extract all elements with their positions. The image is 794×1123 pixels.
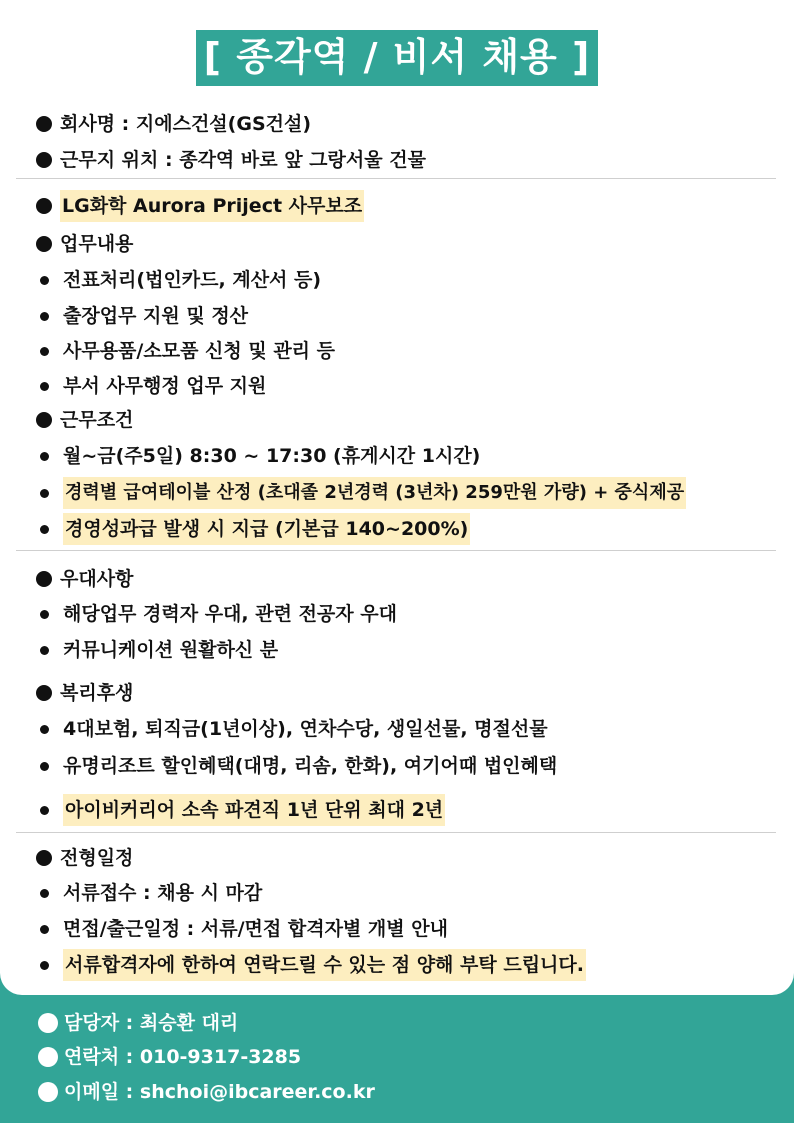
contact-email-text[interactable]: 이메일 : shchoi@ibcareer.co.kr [64,1081,375,1103]
divider [16,178,776,179]
schedule-heading-text: 전형일정 [60,847,134,869]
bullet-icon [40,312,49,321]
location-row [36,144,426,176]
list-item [38,300,248,332]
contact-phone [38,1041,301,1073]
conditions-heading-text: 근무조건 [60,409,134,431]
bullet-icon [36,152,52,168]
list-item-text: 경영성과급 발생 시 지급 (기본급 140~200%) [63,513,470,545]
benefits-heading-text: 복리후생 [60,682,134,704]
conditions-heading [36,404,133,436]
bullet-icon [38,1047,58,1067]
list-item [38,634,278,666]
list-item-text: 서류접수 : 채용 시 마감 [63,882,263,904]
bullet-icon [40,489,49,498]
list-item-text: 면접/출근일정 : 서류/면접 합격자별 개별 안내 [63,918,448,940]
bullet-icon [40,646,49,655]
schedule-heading [36,842,133,874]
list-item-text: 4대보험, 퇴직금(1년이상), 연차수당, 생일선물, 명절선물 [63,718,548,740]
title-area [0,30,794,86]
list-item-text: 해당업무 경력자 우대, 관련 전공자 우대 [63,603,397,625]
benefits-heading [36,677,133,709]
project-row [36,190,364,222]
list-item-text: 경력별 급여테이블 산정 (초대졸 2년경력 (3년차) 259만원 가량) + 중식제공 [63,477,686,509]
list-item [38,477,686,509]
list-item-text: 서류합격자에 한하여 연락드릴 수 있는 점 양해 부탁 드립니다. [63,949,586,981]
bullet-icon [36,412,52,428]
list-item-text: 커뮤니케이션 원활하신 분 [63,639,279,661]
bullet-icon [38,1013,58,1033]
bullet-icon [40,382,49,391]
bullet-icon [40,347,49,356]
list-item-text: 유명리조트 할인혜택(대명, 리솜, 한화), 여기어때 법인혜택 [63,755,558,777]
bullet-icon [40,276,49,285]
list-item-text: 전표처리(법인카드, 계산서 등) [63,269,322,291]
list-item [38,877,262,909]
contact-manager-text: 담당자 : 최승환 대리 [64,1012,239,1034]
project-text: LG화학 Aurora Priject 사무보조 [60,190,364,222]
divider [16,832,776,833]
list-item-text: 월~금(주5일) 8:30 ~ 17:30 (휴게시간 1시간) [63,445,481,467]
bullet-icon [36,850,52,866]
divider [16,550,776,551]
bullet-icon [36,236,52,252]
bullet-icon [40,725,49,734]
list-item [38,750,557,782]
list-item [38,713,548,745]
list-item [38,370,266,402]
duties-heading [36,228,133,260]
bullet-icon [36,198,52,214]
contact-phone-text[interactable]: 연락처 : 010-9317-3285 [64,1046,302,1068]
list-item [38,949,586,981]
list-item [38,335,335,367]
list-item [38,440,480,472]
bullet-icon [40,925,49,934]
preferred-heading [36,563,133,595]
list-item-text: 아이비커리어 소속 파견직 1년 단위 최대 2년 [63,794,445,826]
list-item-text: 출장업무 지원 및 정산 [63,305,249,327]
contact-email [38,1076,375,1108]
bullet-icon [40,889,49,898]
list-item [38,598,397,630]
bullet-icon [40,610,49,619]
location-text: 근무지 위치 : 종각역 바로 앞 그랑서울 건물 [60,149,426,171]
company-row [36,108,311,140]
list-item [38,264,321,296]
list-item-text: 사무용품/소모품 신청 및 관리 등 [63,340,336,362]
list-item [38,513,470,545]
bullet-icon [36,685,52,701]
company-text: 회사명 : 지에스건설(GS건설) [60,113,312,135]
duties-heading-text: 업무내용 [60,233,134,255]
preferred-heading-text: 우대사항 [60,568,134,590]
bullet-icon [40,806,49,815]
list-item [38,794,445,826]
bullet-icon [40,961,49,970]
bullet-icon [38,1082,58,1102]
list-item [38,913,448,945]
bullet-icon [40,452,49,461]
bullet-icon [40,762,49,771]
contact-manager [38,1007,238,1039]
page-title: [ 종각역 / 비서 채용 ] [196,30,599,86]
bullet-icon [40,525,49,534]
bullet-icon [36,116,52,132]
bullet-icon [36,571,52,587]
list-item-text: 부서 사무행정 업무 지원 [63,375,267,397]
